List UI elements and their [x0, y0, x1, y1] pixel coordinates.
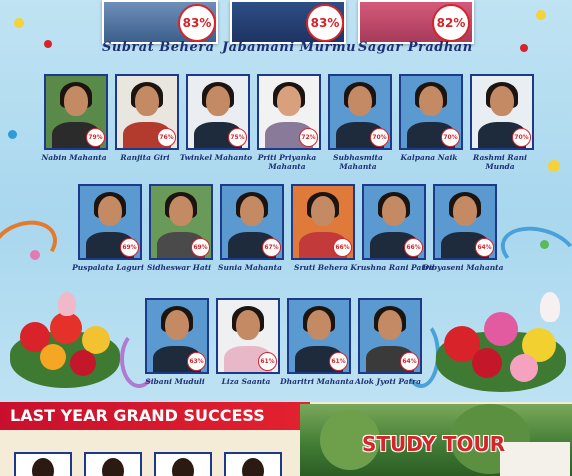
- flower-bouquet-left: [10, 292, 120, 388]
- student-name: Dibyaseni Mahanta: [422, 263, 504, 272]
- student-photo: [362, 184, 426, 260]
- student-photo: [358, 298, 422, 374]
- student-photo: [149, 184, 213, 260]
- student-name: Rashmi Rani Munda: [473, 153, 527, 171]
- streamer-decoration: [495, 219, 572, 286]
- percent-badge: 79%: [86, 128, 105, 147]
- percent-badge: 69%: [120, 238, 139, 257]
- student-name: Subhasmita Mahanta: [333, 153, 383, 171]
- topper-percent-badge: 83%: [178, 4, 216, 42]
- percent-badge: 70%: [512, 128, 531, 147]
- percent-badge: 70%: [441, 128, 460, 147]
- topper-name: Sagar Pradhan: [358, 40, 473, 55]
- student-photo: [291, 184, 355, 260]
- student-name: Dharitri Mahanta: [280, 377, 354, 386]
- confetti-dot: [536, 10, 546, 20]
- percent-badge: 76%: [157, 128, 176, 147]
- percent-badge: 63%: [187, 352, 206, 371]
- student-name: Puspalata Laguri: [72, 263, 144, 272]
- student-name: Liza Saanta: [221, 377, 271, 386]
- confetti-dot: [14, 18, 24, 28]
- past-student-photo: [224, 452, 282, 476]
- student-photo: [470, 74, 534, 150]
- student-photo: [257, 74, 321, 150]
- percent-badge: 64%: [400, 352, 419, 371]
- student-photo: [433, 184, 497, 260]
- student-photo: [44, 74, 108, 150]
- percent-badge: 61%: [258, 352, 277, 371]
- topper-percent-badge: 83%: [306, 4, 344, 42]
- past-student-photo: [84, 452, 142, 476]
- percent-badge: 75%: [228, 128, 247, 147]
- student-photo: [220, 184, 284, 260]
- confetti-dot: [8, 130, 17, 139]
- student-photo: [145, 298, 209, 374]
- past-student-photo: [154, 452, 212, 476]
- study-tour-heading: STUDY TOUR: [362, 432, 506, 456]
- student-photo: [115, 74, 179, 150]
- student-photo: [186, 74, 250, 150]
- student-name: Sidheswar Hati: [146, 263, 212, 272]
- confetti-dot: [44, 40, 52, 48]
- grand-success-heading: LAST YEAR GRAND SUCCESS: [0, 402, 310, 430]
- percent-badge: 66%: [333, 238, 352, 257]
- percent-badge: 66%: [404, 238, 423, 257]
- student-name: Priti Priyanka Mahanta: [257, 153, 317, 171]
- student-name: Sunia Mahanta: [218, 263, 282, 272]
- topper-name: Subrat Behera: [102, 40, 215, 55]
- student-name: Ranjita Giri: [120, 153, 170, 162]
- student-photo: [78, 184, 142, 260]
- percent-badge: 67%: [262, 238, 281, 257]
- student-name: Kalpana Naik: [400, 153, 458, 162]
- student-name: Nabin Mahanta: [41, 153, 107, 162]
- topper-percent-badge: 82%: [432, 4, 470, 42]
- student-photo: [399, 74, 463, 150]
- past-student-photo: [14, 452, 72, 476]
- student-photo: [216, 298, 280, 374]
- student-photo: [287, 298, 351, 374]
- percent-badge: 70%: [370, 128, 389, 147]
- confetti-dot: [520, 44, 528, 52]
- student-name: Krushna Rani Patra: [350, 263, 434, 272]
- confetti-dot: [548, 160, 560, 172]
- percent-badge: 69%: [191, 238, 210, 257]
- student-name: Twinkel Mahanto: [179, 153, 253, 162]
- student-name: Alok Jyoti Patra: [355, 377, 421, 386]
- topper-name: Jabamani Murmu: [222, 40, 357, 55]
- percent-badge: 61%: [329, 352, 348, 371]
- student-name: Sibani Muduli: [145, 377, 205, 386]
- flower-bouquet-right: [436, 292, 566, 392]
- percent-badge: 64%: [475, 238, 494, 257]
- student-photo: [328, 74, 392, 150]
- streamer-decoration: [0, 212, 64, 280]
- percent-badge: 72%: [299, 128, 318, 147]
- student-name: Sruti Behera: [294, 263, 348, 272]
